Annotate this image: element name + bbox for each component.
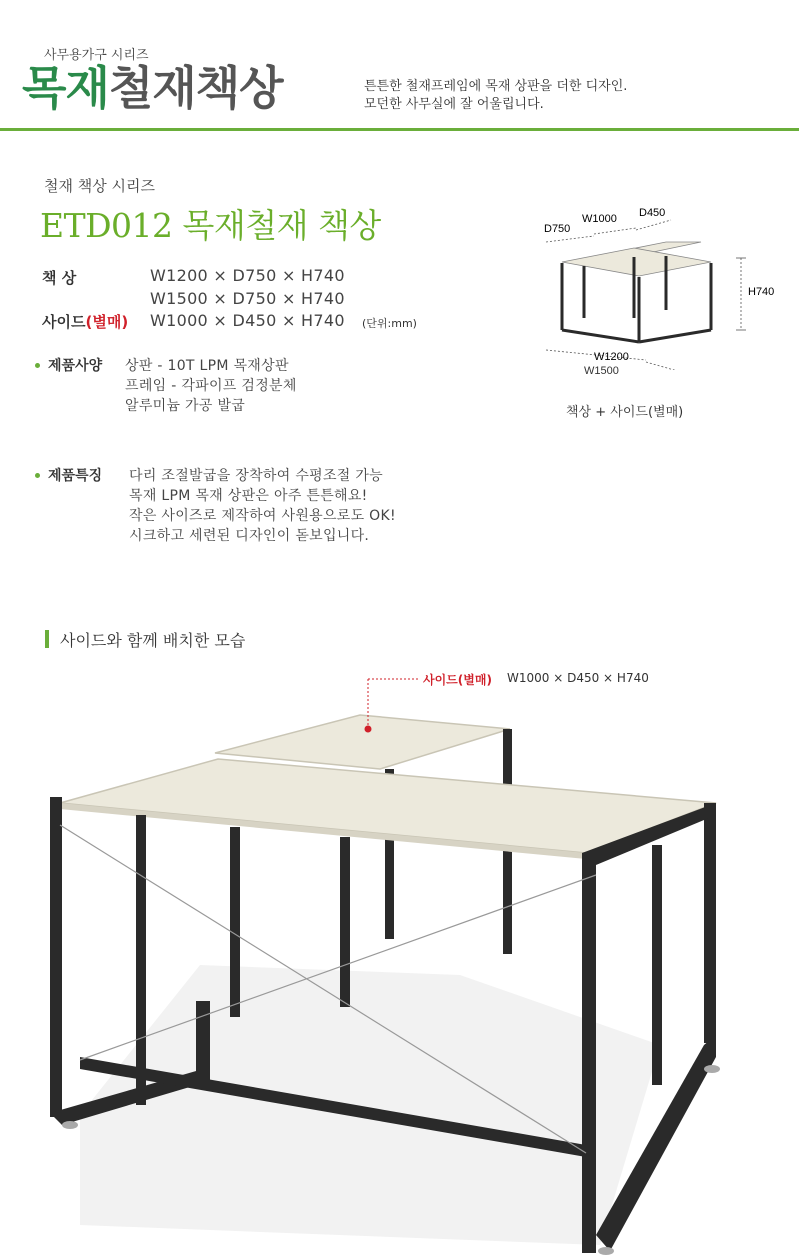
side-label-note: (별매) — [85, 313, 129, 331]
dim-w1500-label: W1500 — [584, 365, 619, 377]
spec-desk-size: W1500 × D750 × H740 — [150, 289, 345, 308]
spec-detail-line: 상판 - 10T LPM 목재상판 — [125, 358, 289, 374]
spec-label-desk: 책 상 — [42, 269, 77, 287]
spec-label-side — [42, 311, 128, 332]
placement-title: 사이드와 함께 배치한 모습 — [60, 631, 246, 650]
spec-detail-line: 프레임 - 각파이프 검정분체 — [125, 378, 297, 394]
header-desc-line: 모던한 사무실에 잘 어울립니다. — [364, 97, 544, 112]
photo-floor-shadow — [80, 965, 660, 1245]
callout-dot-icon — [365, 726, 372, 733]
spec-detail-line: 알루미늄 가공 발굽 — [125, 398, 246, 414]
feature-line: 목재 LPM 목재 상판은 아주 튼튼해요! — [129, 488, 368, 504]
series-label: 사무용가구 시리즈 — [44, 48, 149, 63]
header-divider — [0, 128, 799, 131]
bullet-dot-icon — [35, 473, 40, 478]
dim-d750-label: D750 — [544, 223, 571, 235]
photo-side-top — [215, 715, 510, 769]
header-description — [364, 78, 627, 114]
product-title: ETD012 목재철재 책상 — [40, 206, 381, 245]
callout-label: 사이드(별매) — [423, 673, 492, 687]
dim-w1000-label: W1000 — [582, 213, 617, 225]
dim-d450-label: D450 — [639, 207, 666, 219]
product-series: 철재 책상 시리즈 — [44, 177, 155, 195]
page-title — [22, 60, 283, 116]
feature-line: 다리 조절발굽을 장착하여 수평조절 가능 — [129, 468, 384, 484]
section-marker — [45, 630, 49, 648]
spec-details-label: 제품사양 — [48, 358, 103, 374]
callout-dims: W1000 × D450 × H740 — [507, 671, 649, 685]
desk-dimension-diagram — [536, 200, 786, 370]
header-desc-line: 튼튼한 철재프레임에 목재 상판을 더한 디자인. — [364, 79, 628, 94]
dim-h740-label: H740 — [748, 286, 775, 298]
feature-line: 작은 사이즈로 제작하여 사원용으로도 OK! — [129, 508, 396, 524]
desk-photo — [40, 665, 780, 1255]
title-part-wood: 목재 — [22, 61, 109, 115]
spec-side-size: W1000 × D450 × H740 — [150, 311, 345, 330]
diagram-caption: 책상 + 사이드(별매) — [566, 405, 684, 420]
unit-note: (단위:mm) — [362, 317, 417, 330]
side-label: 사이드 — [42, 313, 86, 331]
dim-w1200-label: W1200 — [594, 351, 629, 363]
feature-line: 시크하고 세련된 디자인이 돋보입니다. — [129, 528, 370, 544]
spec-desk-size: W1200 × D750 × H740 — [150, 266, 345, 285]
title-part-steel-desk: 철재책상 — [108, 61, 283, 115]
bullet-dot-icon — [35, 363, 40, 368]
features-label: 제품특징 — [48, 468, 103, 484]
